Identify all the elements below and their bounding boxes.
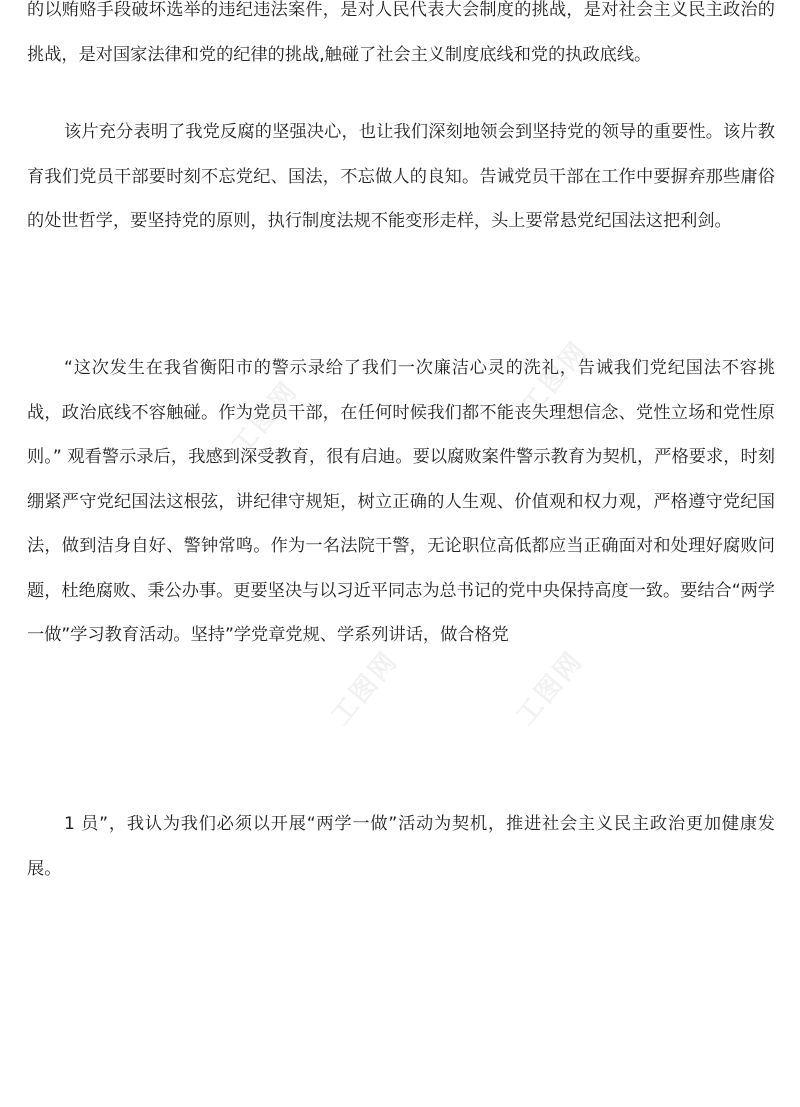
paragraph-continuation: 的以贿赂手段破坏选举的违纪违法案件，是对人民代表大会制度的挑战，是对社会主义民主政治的挑战，是对国家法律和党的纪律的挑战,触碰了社会主义制度底线和党的执政底线。 [27,0,775,65]
watermark: 工图网 [515,335,595,422]
watermark: 工图网 [325,645,405,732]
paragraph-3: “这次发生在我省衡阳市的警示录给了我们一次廉洁心灵的洗礼，告诫我们党纪国法不容挑战，政治底线不容触碰。作为党员干部，在任何时候我们都不能丧失理想信念、党性立场和党性原则。” 观看警示录后，我感到深受教育，很有启迪。要以腐败案件警示教育为契机，严格要求，时刻绷紧严守党纪国法这根弦，讲纪律守规矩，树立正确的人生观、价值观和权力观，严格遵守党纪国法，做到洁身自好、警钟常鸣。作为一名法院干警，无论职位高低都应当正确面对和处理好腐败问题，杜绝腐败、秉公办事。更要坚决与以习近平同志为总书记的党中央保持高度一致。要结合“两学一做”学习教育活动。坚持”学党章党规、学系列讲话，做合格党 [27,358,775,645]
watermark: 工图网 [225,375,305,462]
watermark: 工图网 [510,645,590,732]
paragraph-2: 该片充分表明了我党反腐的坚强决心，也让我们深刻地领会到坚持党的领导的重要性。该片教育我们党员干部要时刻不忘党纪、国法，不忘做人的良知。告诫党员干部在工作中要摒弃那些庸俗的处世哲学，要坚持党的原则，执行制度法规不能变形走样，头上要常悬党纪国法这把利剑。 [27,122,775,231]
paragraph-4: 1 员”，我认为我们必须以开展“两学一做”活动为契机，推进社会主义民主政治更加健康发展。 [27,814,775,879]
